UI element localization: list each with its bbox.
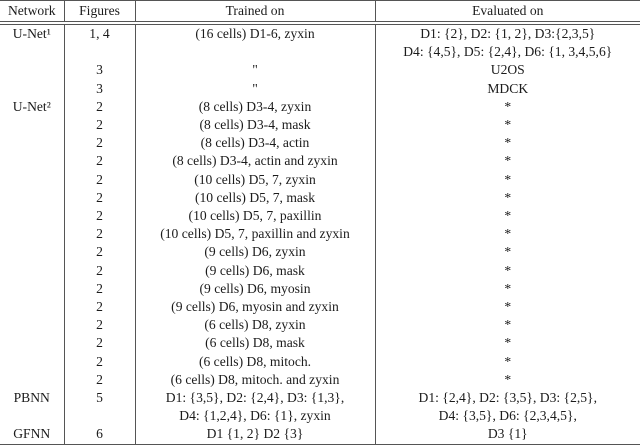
cell-trained-on: (6 cells) D8, zyxin bbox=[135, 316, 375, 334]
cell-evaluated-on: * bbox=[504, 262, 512, 278]
cell-network bbox=[0, 171, 64, 189]
table-row bbox=[0, 152, 640, 170]
cell-trained-on: (6 cells) D8, mitoch. bbox=[135, 353, 375, 371]
cell-figures: 2 bbox=[64, 171, 135, 189]
cell-evaluated-on: * bbox=[504, 335, 512, 351]
cell-figures: 2 bbox=[64, 371, 135, 389]
cell-trained-on: (9 cells) D6, myosin and zyxin bbox=[135, 298, 375, 316]
cell-trained-on: (8 cells) D3-4, mask bbox=[135, 116, 375, 134]
cell-evaluated-on: * bbox=[504, 171, 512, 187]
cell-evaluated-on: * bbox=[504, 153, 512, 169]
cell-evaluated-on: * bbox=[504, 371, 512, 387]
cell-figures: 3 bbox=[64, 80, 135, 98]
cell-trained-on: (10 cells) D5, 7, mask bbox=[135, 189, 375, 207]
cell-network bbox=[0, 371, 64, 389]
cell-network bbox=[0, 334, 64, 352]
cell-evaluated-on: * bbox=[504, 189, 512, 205]
cell-network: PBNN bbox=[0, 389, 64, 407]
cell-evaluated-on: D4: {3,5}, D6: {2,3,4,5}, bbox=[438, 408, 577, 424]
cell-network bbox=[0, 353, 64, 371]
cell-network bbox=[0, 134, 64, 152]
cell-evaluated-on: * bbox=[504, 208, 512, 224]
cell-network bbox=[0, 189, 64, 207]
cell-evaluated-on: * bbox=[504, 244, 512, 260]
table-row bbox=[0, 389, 640, 407]
table-row bbox=[0, 116, 640, 134]
cell-network bbox=[0, 225, 64, 243]
table-row bbox=[0, 371, 640, 389]
cell-evaluated-on: * bbox=[504, 117, 512, 133]
cell-figures: 2 bbox=[64, 353, 135, 371]
cell-trained-on: D4: {1,2,4}, D6: {1}, zyxin bbox=[135, 407, 375, 425]
table-row bbox=[0, 280, 640, 298]
table-row bbox=[0, 425, 640, 444]
header-evaluated-on: Evaluated on bbox=[375, 1, 640, 24]
cell-network bbox=[0, 298, 64, 316]
cell-figures: 2 bbox=[64, 298, 135, 316]
cell-network: U-Net¹ bbox=[0, 23, 64, 43]
cell-evaluated-on: * bbox=[504, 135, 512, 151]
cell-figures: 2 bbox=[64, 116, 135, 134]
table-row bbox=[0, 43, 640, 61]
cell-trained-on: (10 cells) D5, 7, paxillin and zyxin bbox=[135, 225, 375, 243]
cell-network bbox=[0, 43, 64, 61]
cell-trained-on: (8 cells) D3-4, actin bbox=[135, 134, 375, 152]
header-row bbox=[0, 1, 640, 24]
table-row bbox=[0, 80, 640, 98]
cell-figures: 5 bbox=[64, 389, 135, 407]
table-row bbox=[0, 334, 640, 352]
cell-network: GFNN bbox=[0, 425, 64, 444]
cell-evaluated-on: * bbox=[504, 280, 512, 296]
table-row bbox=[0, 189, 640, 207]
cell-trained-on: (10 cells) D5, 7, zyxin bbox=[135, 171, 375, 189]
cell-figures: 2 bbox=[64, 334, 135, 352]
cell-figures: 2 bbox=[64, 134, 135, 152]
cell-network bbox=[0, 407, 64, 425]
cell-network bbox=[0, 243, 64, 261]
cell-evaluated-on: MDCK bbox=[487, 80, 529, 96]
cell-figures: 6 bbox=[64, 425, 135, 444]
table-row bbox=[0, 225, 640, 243]
cell-network bbox=[0, 316, 64, 334]
cell-evaluated-on: * bbox=[504, 299, 512, 315]
cell-trained-on: " bbox=[135, 80, 375, 98]
header-network: Network bbox=[0, 1, 64, 24]
cell-figures: 2 bbox=[64, 189, 135, 207]
cell-evaluated-on: * bbox=[504, 353, 512, 369]
cell-figures: 2 bbox=[64, 243, 135, 261]
cell-trained-on: (8 cells) D3-4, zyxin bbox=[135, 98, 375, 116]
table-row bbox=[0, 207, 640, 225]
cell-figures: 2 bbox=[64, 98, 135, 116]
cell-trained-on: (10 cells) D5, 7, paxillin bbox=[135, 207, 375, 225]
header-figures: Figures bbox=[64, 1, 135, 24]
table-row bbox=[0, 243, 640, 261]
cell-evaluated-on: U2OS bbox=[490, 62, 525, 78]
table-row bbox=[0, 353, 640, 371]
cell-evaluated-on: D3 {1} bbox=[487, 426, 528, 442]
cell-trained-on: (9 cells) D6, mask bbox=[135, 262, 375, 280]
cell-figures: 2 bbox=[64, 280, 135, 298]
cell-trained-on: (16 cells) D1-6, zyxin bbox=[135, 23, 375, 43]
table-header bbox=[0, 1, 640, 24]
cell-network bbox=[0, 207, 64, 225]
cell-trained-on: " bbox=[135, 61, 375, 79]
cell-figures: 2 bbox=[64, 225, 135, 243]
cell-network bbox=[0, 280, 64, 298]
cell-evaluated-on: * bbox=[504, 226, 512, 242]
cell-network bbox=[0, 116, 64, 134]
cell-trained-on: D1 {1, 2} D2 {3} bbox=[135, 425, 375, 444]
table-row bbox=[0, 134, 640, 152]
cell-figures: 2 bbox=[64, 207, 135, 225]
cell-network bbox=[0, 61, 64, 79]
cell-figures: 1, 4 bbox=[64, 23, 135, 43]
cell-evaluated-on: * bbox=[504, 98, 512, 114]
cell-figures: 3 bbox=[64, 61, 135, 79]
header-trained-on: Trained on bbox=[135, 1, 375, 24]
cell-trained-on: (8 cells) D3-4, actin and zyxin bbox=[135, 152, 375, 170]
cell-figures: 2 bbox=[64, 316, 135, 334]
cell-trained-on: (6 cells) D8, mitoch. and zyxin bbox=[135, 371, 375, 389]
cell-figures bbox=[64, 407, 135, 425]
cell-figures: 2 bbox=[64, 262, 135, 280]
table-row bbox=[0, 171, 640, 189]
table-row bbox=[0, 98, 640, 116]
cell-evaluated-on: D1: {2,4}, D2: {3,5}, D3: {2,5}, bbox=[418, 390, 597, 406]
table-row bbox=[0, 316, 640, 334]
cell-evaluated-on: * bbox=[504, 317, 512, 333]
cell-network bbox=[0, 152, 64, 170]
cell-evaluated-on: D1: {2}, D2: {1, 2}, D3:{2,3,5} bbox=[420, 26, 596, 41]
table-row bbox=[0, 298, 640, 316]
cell-evaluated-on: D4: {4,5}, D5: {2,4}, D6: {1, 3,4,5,6} bbox=[403, 44, 613, 60]
table-row bbox=[0, 23, 640, 43]
cell-figures: 2 bbox=[64, 152, 135, 170]
table-body bbox=[0, 23, 640, 444]
table-row bbox=[0, 262, 640, 280]
cell-figures bbox=[64, 43, 135, 61]
cell-network bbox=[0, 80, 64, 98]
cell-network: U-Net² bbox=[0, 98, 64, 116]
cell-trained-on: D1: {3,5}, D2: {2,4}, D3: {1,3}, bbox=[135, 389, 375, 407]
cell-trained-on bbox=[135, 43, 375, 61]
cell-trained-on: (9 cells) D6, zyxin bbox=[135, 243, 375, 261]
cell-trained-on: (9 cells) D6, myosin bbox=[135, 280, 375, 298]
cell-trained-on: (6 cells) D8, mask bbox=[135, 334, 375, 352]
table-row bbox=[0, 61, 640, 79]
cell-network bbox=[0, 262, 64, 280]
table-row bbox=[0, 407, 640, 425]
